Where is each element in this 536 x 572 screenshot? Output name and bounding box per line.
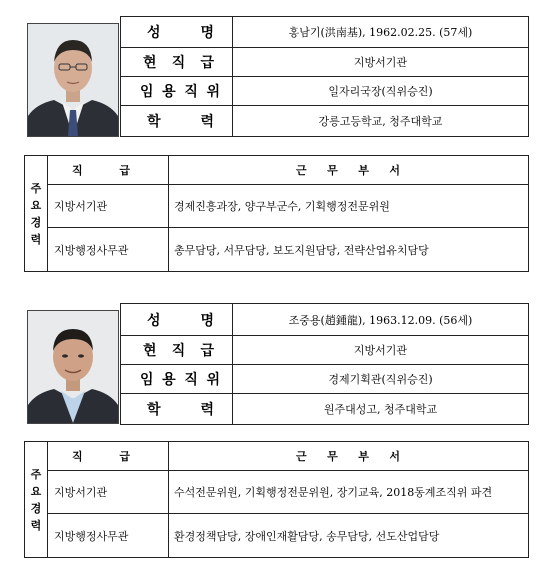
value-current-grade: 지방서기관 — [233, 48, 529, 77]
info-row-position — [121, 365, 529, 394]
info-row-name — [121, 304, 529, 336]
career-header-grade: 직 급 — [48, 156, 169, 185]
label-current-grade: 현 직 급 — [121, 48, 233, 77]
career-table — [24, 441, 529, 558]
value-appointed-position: 일자리국장(직위승진) — [233, 77, 529, 106]
career-grade: 지방서기관 — [48, 471, 169, 514]
label-education: 학 력 — [121, 394, 233, 425]
career-row — [25, 471, 529, 514]
career-header-grade: 직 급 — [48, 442, 169, 471]
career-department: 수석전문위원, 기획행정전문위원, 장기교육, 2018동계조직위 파견 — [169, 471, 529, 514]
label-current-grade: 현 직 급 — [121, 336, 233, 365]
label-name: 성 명 — [121, 304, 233, 336]
career-side-label: 주 요 경 력 — [25, 156, 48, 272]
value-name: 조중용(趙鍾龍), 1963.12.09. (56세) — [233, 304, 529, 336]
label-education: 학 력 — [121, 106, 233, 137]
career-row — [25, 514, 529, 558]
value-education: 강릉고등학교, 청주대학교 — [233, 106, 529, 137]
career-header-row — [25, 442, 529, 471]
label-name: 성 명 — [121, 17, 233, 48]
career-header-department: 근 무 부 서 — [169, 156, 529, 185]
label-appointed-position: 임 용 직 위 — [121, 365, 233, 394]
profile-info-table — [120, 303, 529, 425]
career-grade: 지방서기관 — [48, 185, 169, 228]
career-header-department: 근 무 부 서 — [169, 442, 529, 471]
value-name: 홍남기(洪南基), 1962.02.25. (57세) — [233, 17, 529, 48]
career-department: 경제진흥과장, 양구부군수, 기획행정전문위원 — [169, 185, 529, 228]
profile-photo — [27, 310, 119, 424]
info-row-grade — [121, 336, 529, 365]
career-grade: 지방행정사무관 — [48, 228, 169, 272]
value-appointed-position: 경제기획관(직위승진) — [233, 365, 529, 394]
value-education: 원주대성고, 청주대학교 — [233, 394, 529, 425]
career-grade: 지방행정사무관 — [48, 514, 169, 558]
value-current-grade: 지방서기관 — [233, 336, 529, 365]
portrait-image — [28, 311, 118, 423]
label-appointed-position: 임 용 직 위 — [121, 77, 233, 106]
career-department: 환경정책담당, 장애인재활담당, 송무담당, 선도산업담당 — [169, 514, 529, 558]
career-department: 총무담당, 서무담당, 보도지원담당, 전략산업유치담당 — [169, 228, 529, 272]
info-row-education — [121, 394, 529, 425]
career-side-label: 주 요 경 력 — [25, 442, 48, 558]
